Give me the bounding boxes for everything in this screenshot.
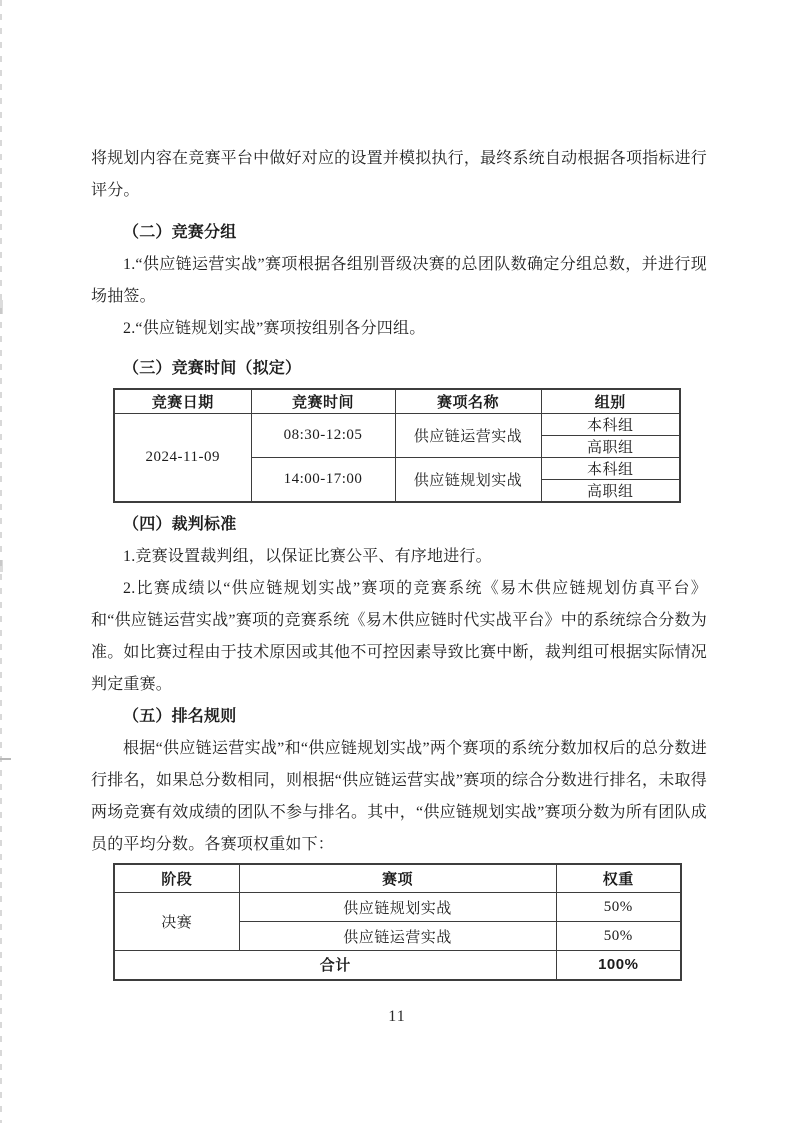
weight-header-row: [114, 864, 681, 893]
schedule-header-event: 赛项名称: [395, 389, 541, 413]
schedule-event-cell: 供应链规划实战: [395, 457, 541, 502]
schedule-header-row: [114, 389, 680, 413]
weight-header-weight: 权重: [556, 864, 681, 893]
schedule-table: [113, 388, 681, 503]
intro-paragraph: 将规划内容在竞赛平台中做好对应的设置并模拟执行，最终系统自动根据各项指标进行评分。: [91, 150, 707, 199]
schedule-header-group: 组别: [541, 389, 680, 413]
schedule-group-cell: 高职组: [541, 479, 680, 502]
schedule-group-cell: 本科组: [541, 457, 680, 479]
weight-table: [113, 863, 682, 981]
schedule-group-cell: 本科组: [541, 413, 680, 435]
judging-item-2: 2.比赛成绩以“供应链规划实战”赛项的竞赛系统《易木供应链规划仿真平台》和“供应链运营实战”赛项的竞赛系统《易木供应链时代实战平台》中的系统综合分数为准。如比赛过程由于技术原因或其他不可控因素导致比赛中断，裁判组可根据实际情况判定重赛。: [91, 579, 707, 693]
schedule-time-cell: 08:30-12:05: [251, 413, 395, 457]
schedule-date-cell: 2024-11-09: [114, 413, 251, 502]
table-row: [114, 893, 681, 922]
weight-event-cell: 供应链运营实战: [239, 922, 556, 951]
scan-artifact: [0, 300, 3, 314]
judging-item-1: 1.竞赛设置裁判组，以保证比赛公平、有序地进行。: [123, 547, 492, 565]
weight-total-row: [114, 951, 681, 980]
weight-header-stage: 阶段: [114, 864, 239, 893]
grouping-item-1: 1.“供应链运营实战”赛项根据各组别晋级决赛的总团队数确定分组总数，并进行现场抽签。: [91, 256, 707, 305]
scan-artifact: [0, 560, 3, 572]
schedule-header-date: 竞赛日期: [114, 389, 251, 413]
section-heading-grouping: （二）竞赛分组: [123, 224, 237, 241]
page-number: 11: [388, 1008, 406, 1025]
weight-value-cell: 50%: [556, 893, 681, 922]
section-heading-ranking: （五）排名规则: [123, 707, 237, 725]
weight-total-value-cell: 100%: [556, 951, 681, 980]
weight-header-event: 赛项: [239, 864, 556, 893]
weight-stage-cell: 决赛: [114, 893, 239, 951]
section-heading-judging: （四）裁判标准: [123, 515, 237, 533]
weight-value-cell: 50%: [556, 922, 681, 951]
weight-total-label-cell: 合计: [114, 951, 556, 980]
scan-artifact: [0, 758, 11, 760]
document-content: [91, 143, 707, 981]
schedule-group-cell: 高职组: [541, 435, 680, 457]
table-row: [114, 413, 680, 435]
weight-event-cell: 供应链规划实战: [239, 893, 556, 922]
schedule-event-cell: 供应链运营实战: [395, 413, 541, 457]
ranking-paragraph: 根据“供应链运营实战”和“供应链规划实战”两个赛项的系统分数加权后的总分数进行排名，如果总分数相同，则根据“供应链运营实战”赛项的综合分数进行排名，未取得两场竞赛有效成绩的团队不参与排名。其中，“供应链规划实战”赛项分数为所有团队成员的平均分数。各赛项权重如下：: [91, 739, 707, 853]
grouping-item-2: 2.“供应链规划实战”赛项按组别各分四组。: [123, 320, 426, 337]
schedule-time-cell: 14:00-17:00: [251, 457, 395, 502]
section-heading-schedule: （三）竞赛时间（拟定）: [123, 360, 302, 377]
schedule-header-time: 竞赛时间: [251, 389, 395, 413]
